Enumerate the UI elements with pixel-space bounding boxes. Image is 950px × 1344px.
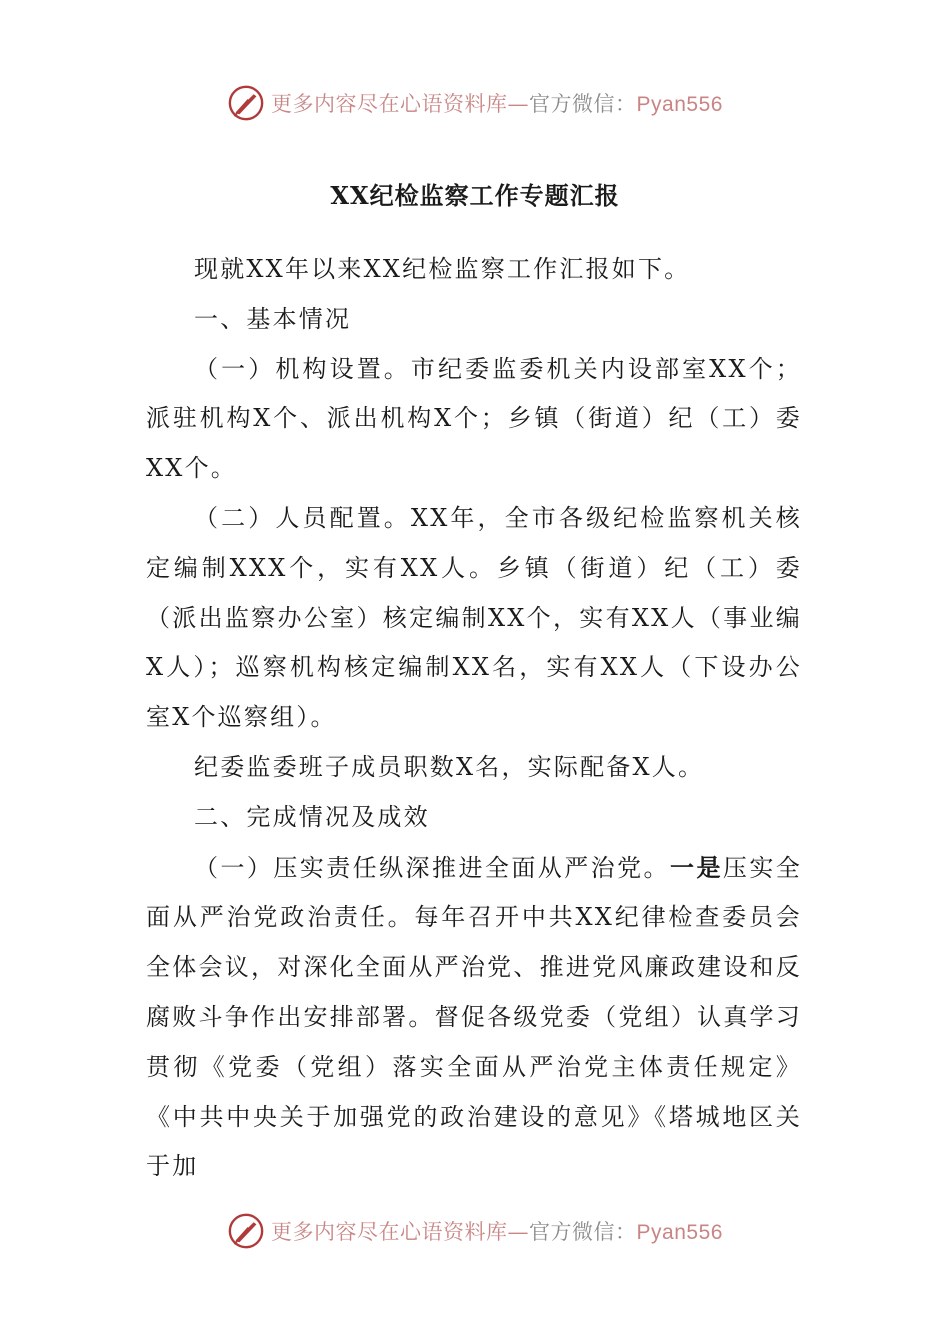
- watermark-text: 更多内容尽在心语资料库—: [271, 1220, 530, 1244]
- emphasis-text: 一是: [670, 852, 723, 882]
- document-title: XX纪检监察工作专题汇报: [330, 181, 620, 210]
- paragraph: （二）人员配置。XX年，全市各级纪检监察机关核定编制XXX个，实有XX人。乡镇（街道）纪（工）委（派出监察办公室）核定编制XX个，实有XX人（事业编X人）；巡察机构核定编制XX名，实有XX人（下设办公室X个巡察组）。: [146, 503, 802, 732]
- document-body: [146, 245, 802, 1192]
- section-heading: 一、基本情况: [194, 304, 352, 333]
- watermark-wechat-label: 官方微信：: [529, 1220, 637, 1244]
- paragraph-lead: （一）压实责任纵深推进全面从严治党。: [194, 853, 670, 882]
- quill-logo-icon: [227, 84, 265, 122]
- watermark-wechat-id: Pyan556: [636, 1221, 723, 1244]
- watermark-wechat-id: Pyan556: [636, 93, 723, 116]
- header-watermark: [0, 78, 950, 128]
- footer-watermark: [0, 1206, 950, 1256]
- section-heading: 二、完成情况及成效: [194, 802, 430, 831]
- watermark-wechat-label: 官方微信：: [529, 92, 637, 116]
- paragraph-rest: 压实全面从严治党政治责任。每年召开中共XX纪律检查委员会全体会议，对深化全面从严治党、推进党风廉政建设和反腐败斗争作出安排部署。督促各级党委（党组）认真学习贯彻《党委（党组）落实全面从严治党主体责任规定》《中共中央关于加强党的政治建设的意见》《塔城地区关于加: [146, 853, 802, 1181]
- paragraph: [146, 843, 802, 1193]
- paragraph: （一）机构设置。市纪委监委机关内设部室XX个；派驻机构X个、派出机构X个；乡镇（街道）纪（工）委XX个。: [146, 354, 802, 483]
- quill-logo-icon: [227, 1212, 265, 1250]
- paragraph: 现就XX年以来XX纪检监察工作汇报如下。: [194, 255, 691, 283]
- paragraph: 纪委监委班子成员职数X名，实际配备X人。: [194, 752, 705, 781]
- watermark-text: 更多内容尽在心语资料库—: [271, 92, 530, 116]
